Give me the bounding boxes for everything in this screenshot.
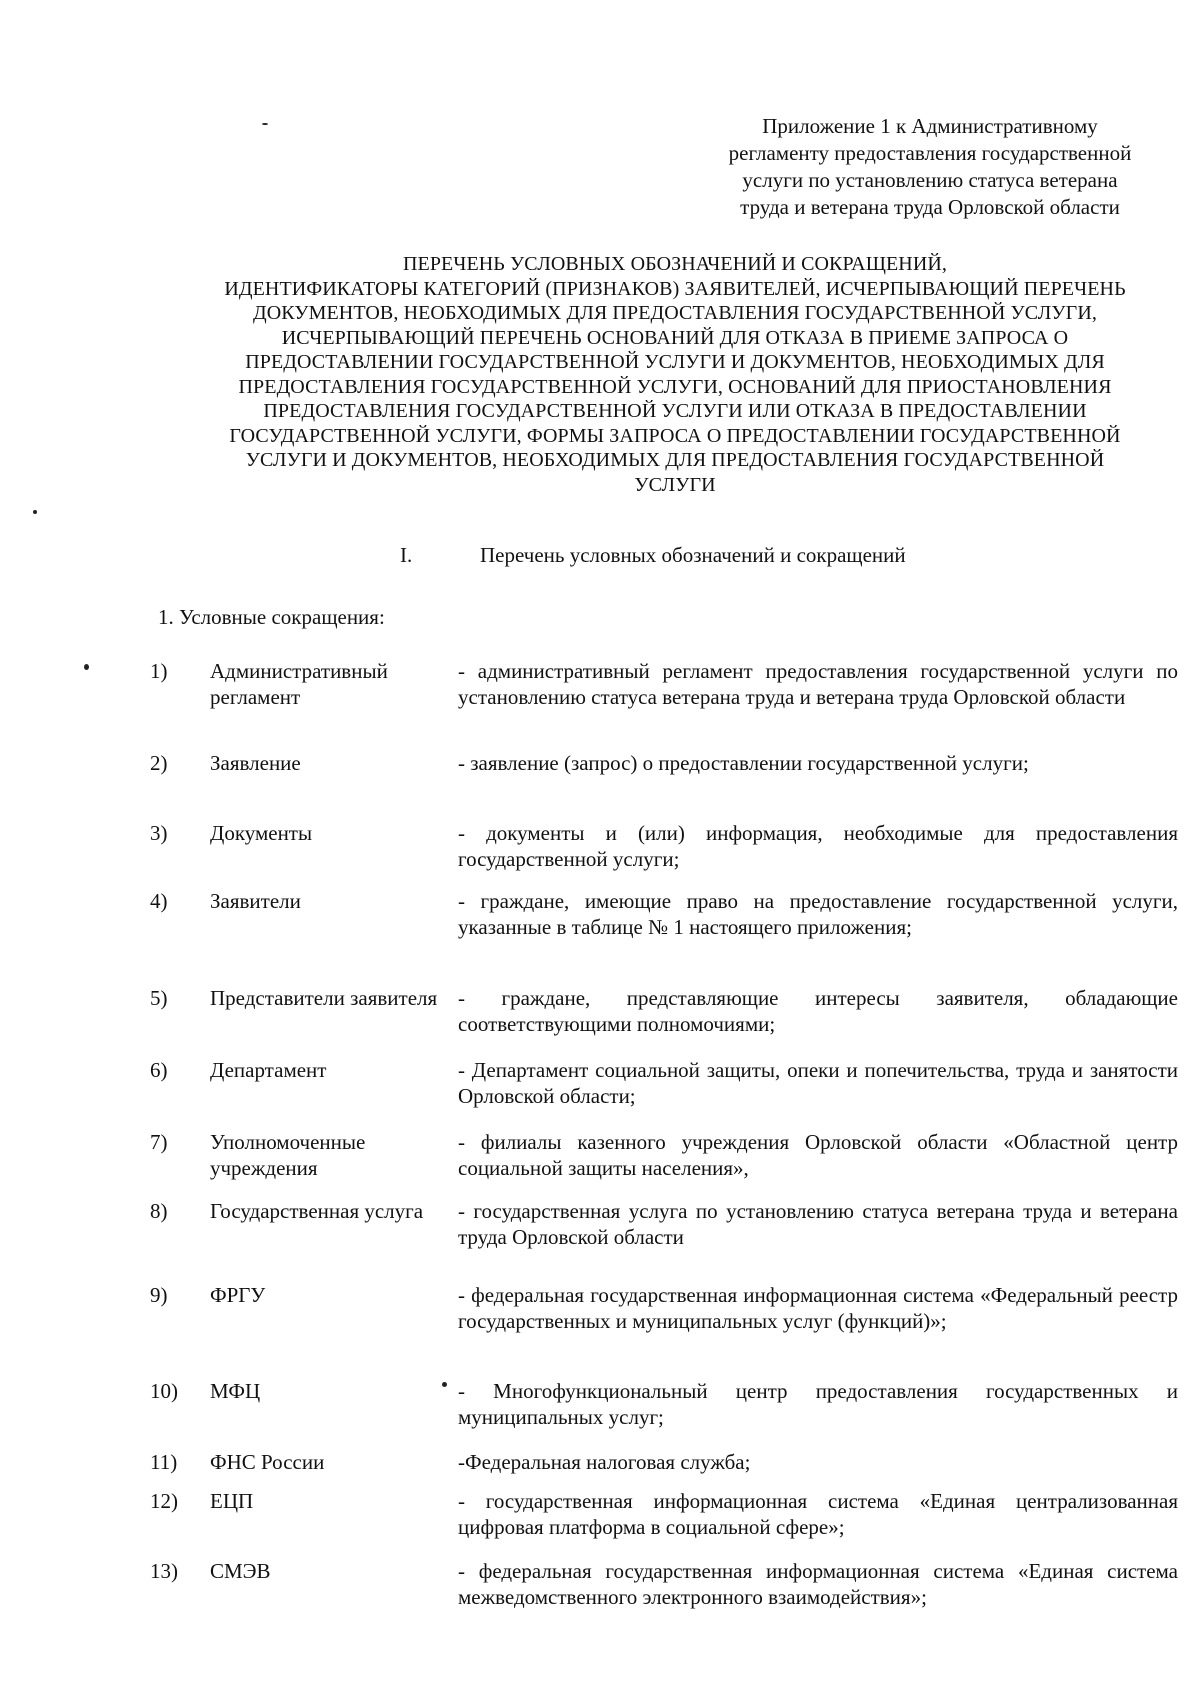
title-line: ПЕРЕЧЕНЬ УСЛОВНЫХ ОБОЗНАЧЕНИЙ И СОКРАЩЕНИЙ, bbox=[402, 253, 948, 275]
row-definition: -Федеральная налоговая служба; bbox=[458, 1450, 751, 1474]
title-line: ПРЕДОСТАВЛЕНИЯ ГОСУДАРСТВЕННОЙ УСЛУГИ, ОСНОВАНИЙ ДЛЯ ПРИОСТАНОВЛЕНИЯ bbox=[238, 375, 1112, 398]
row-definition: - государственная услуга по установлению статуса ветерана труда и ветерана труда Орловской области bbox=[458, 1199, 1178, 1249]
section-title: Перечень условных обозначений и сокращений bbox=[480, 543, 906, 567]
title-line: УСЛУГИ И ДОКУМЕНТОВ, НЕОБХОДИМЫХ ДЛЯ ПРЕДОСТАВЛЕНИЯ ГОСУДАРСТВЕННОЙ bbox=[245, 449, 1105, 471]
row-definition: - федеральная государственная информационная система «Федеральный реестр государственных и муниципальных услуг (функций)»; bbox=[458, 1283, 1178, 1333]
row-number: 10) bbox=[150, 1379, 178, 1403]
row-term: СМЭВ bbox=[210, 1559, 271, 1583]
row-term: Заявление bbox=[210, 751, 301, 775]
title-line: ИДЕНТИФИКАТОРЫ КАТЕГОРИЙ (ПРИЗНАКОВ) ЗАЯВИТЕЛЕЙ, ИСЧЕРПЫВАЮЩИЙ ПЕРЕЧЕНЬ bbox=[224, 277, 1126, 300]
row-number: 4) bbox=[150, 889, 168, 913]
row-definition: - заявление (запрос) о предоставлении государственной услуги; bbox=[458, 751, 1029, 775]
row-term: Уполномоченные учреждения bbox=[210, 1130, 366, 1180]
scan-speck bbox=[442, 1382, 447, 1387]
title-line: ДОКУМЕНТОВ, НЕОБХОДИМЫХ ДЛЯ ПРЕДОСТАВЛЕНИЯ ГОСУДАРСТВЕННОЙ УСЛУГИ, bbox=[253, 302, 1097, 324]
row-term: МФЦ bbox=[210, 1379, 261, 1403]
row-term: Государственная услуга bbox=[210, 1199, 424, 1223]
title-line: ПРЕДОСТАВЛЕНИИ ГОСУДАРСТВЕННОЙ УСЛУГИ И ДОКУМЕНТОВ, НЕОБХОДИМЫХ ДЛЯ bbox=[245, 351, 1105, 373]
row-number: 3) bbox=[150, 821, 168, 845]
row-definition: - граждане, имеющие право на предоставление государственной услуги, указанные в таблице № 1 настоящего приложения; bbox=[458, 889, 1178, 939]
row-number: 11) bbox=[150, 1450, 178, 1474]
appendix-line: Приложение 1 к Административному bbox=[762, 114, 1098, 138]
document-title bbox=[160, 252, 1190, 497]
row-number: 1) bbox=[150, 659, 168, 683]
row-number: 9) bbox=[150, 1283, 168, 1307]
row-number: 7) bbox=[150, 1130, 168, 1154]
appendix-line: регламенту предоставления государственной bbox=[728, 141, 1132, 165]
row-definition: - государственная информационная система «Единая централизованная цифровая платформа в социальной сфере»; bbox=[458, 1489, 1178, 1539]
title-line: ГОСУДАРСТВЕННОЙ УСЛУГИ, ФОРМЫ ЗАПРОСА О ПРЕДОСТАВЛЕНИИ ГОСУДАРСТВЕННОЙ bbox=[229, 424, 1121, 447]
row-number: 13) bbox=[150, 1559, 178, 1583]
appendix-line: услуги по установлению статуса ветерана bbox=[742, 168, 1118, 192]
row-term: ФНС России bbox=[210, 1450, 325, 1474]
row-definition: - Департамент социальной защиты, опеки и попечительства, труда и занятости Орловской области; bbox=[458, 1058, 1178, 1108]
scan-speck bbox=[262, 123, 268, 125]
row-term: Представители заявителя bbox=[210, 986, 438, 1010]
row-number: 5) bbox=[150, 986, 168, 1010]
title-line: УСЛУГИ bbox=[634, 473, 716, 496]
row-definition: - Многофункциональный центр предоставления государственных и муниципальных услуг; bbox=[458, 1379, 1178, 1429]
appendix-line: труда и ветерана труда Орловской области bbox=[740, 195, 1120, 219]
row-definition: - документы и (или) информация, необходимые для предоставления государственной услуги; bbox=[458, 821, 1178, 871]
row-term: Документы bbox=[210, 821, 313, 845]
row-definition: - филиалы казенного учреждения Орловской области «Областной центр социальной защиты населения», bbox=[458, 1130, 1178, 1180]
title-line: ПРЕДОСТАВЛЕНИЯ ГОСУДАРСТВЕННОЙ УСЛУГИ ИЛИ ОТКАЗА В ПРЕДОСТАВЛЕНИИ bbox=[263, 400, 1087, 422]
scan-speck bbox=[33, 510, 37, 514]
row-term: ФРГУ bbox=[210, 1283, 266, 1307]
title-line: ИСЧЕРПЫВАЮЩИЙ ПЕРЕЧЕНЬ ОСНОВАНИЙ ДЛЯ ОТКАЗА В ПРИЕМЕ ЗАПРОСА О bbox=[281, 326, 1069, 349]
row-term: ЕЦП bbox=[210, 1489, 254, 1513]
section-number: I. bbox=[400, 543, 413, 567]
row-term: Административный регламент bbox=[210, 659, 388, 709]
row-number: 2) bbox=[150, 751, 168, 775]
row-definition: - административный регламент предоставления государственной услуги по установлению статуса ветерана труда и ветерана труда Орловской области bbox=[458, 659, 1178, 709]
row-number: 12) bbox=[150, 1489, 178, 1513]
row-definition: - федеральная государственная информационная система «Единая система межведомственного электронного взаимодействия»; bbox=[458, 1559, 1178, 1609]
row-term: Департамент bbox=[210, 1058, 327, 1082]
subheading: 1. Условные сокращения: bbox=[158, 605, 385, 629]
scan-speck bbox=[84, 664, 89, 670]
appendix-note bbox=[680, 113, 1180, 221]
row-definition: - граждане, представляющие интересы заявителя, обладающие соответствующими полномочиями; bbox=[458, 986, 1178, 1036]
row-term: Заявители bbox=[210, 889, 301, 913]
section-heading bbox=[400, 542, 1000, 568]
row-number: 6) bbox=[150, 1058, 168, 1082]
row-number: 8) bbox=[150, 1199, 168, 1223]
